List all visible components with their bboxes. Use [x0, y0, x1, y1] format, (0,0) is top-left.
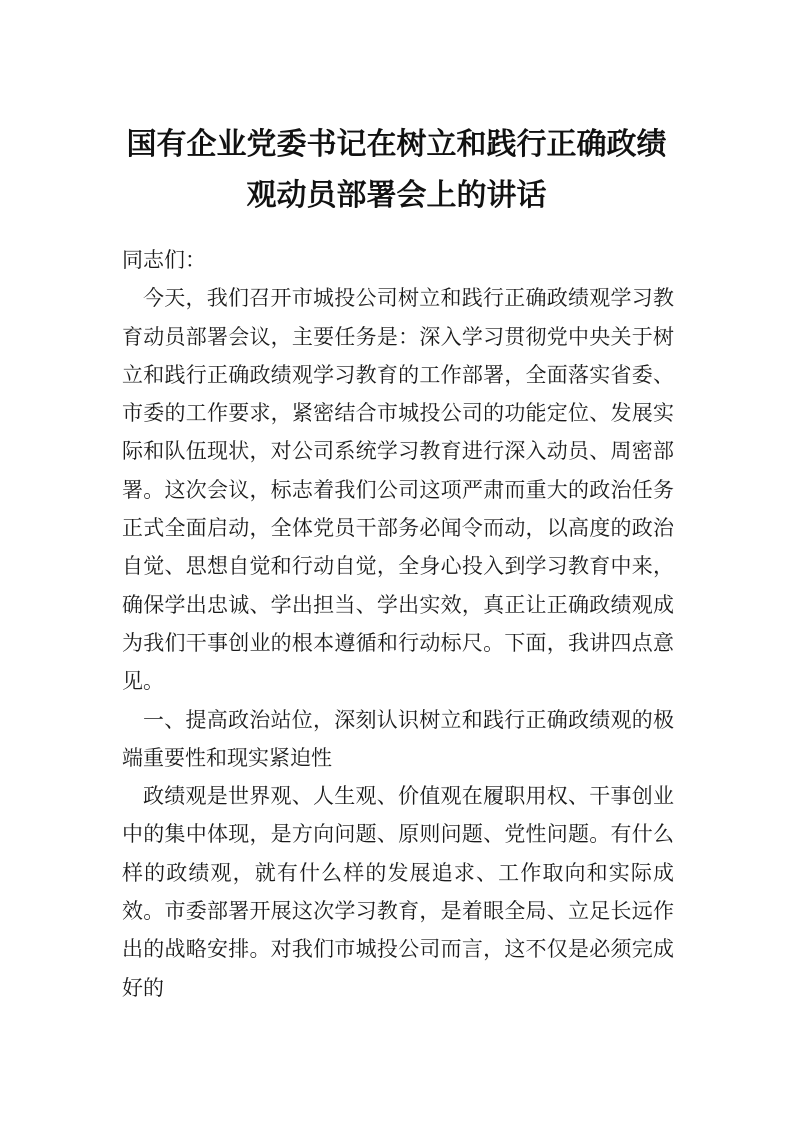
paragraph-section-1: 政绩观是世界观、人生观、价值观在履职用权、干事创业中的集中体现，是方向问题、原则问题、党性问题。有什么样的政绩观，就有什么样的发展追求、工作取向和实际成效。市委部署开展这次学习教育，是着眼全局、立足长远作出的战略安排。对我们市城投公司而言，这不仅是必须完成好的: [122, 784, 674, 1000]
salutation: 同志们：: [122, 248, 206, 272]
section-heading-1: 一、提高政治站位，深刻认识树立和践行正确政绩观的极端重要性和现实紧迫性: [122, 707, 674, 770]
document-title-line-1: 国有企业党委书记在树立和践行正确政绩: [126, 127, 667, 162]
paragraph-opening: 今天，我们召开市城投公司树立和践行正确政绩观学习教育动员部署会议，主要任务是：深入学习贯彻党中央关于树立和践行正确政绩观学习教育的工作部署，全面落实省委、市委的工作要求，紧密结合市城投公司的功能定位、发展实际和队伍现状，对公司系统学习教育进行深入动员、周密部署。这次会议，标志着我们公司这项严肃而重大的政治任务正式全面启动，全体党员干部务必闻令而动，以高度的政治自觉、思想自觉和行动自觉，全身心投入到学习教育中来，确保学出忠诚、学出担当、学出实效，真正让正确政绩观成为我们干事创业的根本遵循和行动标尺。下面，我讲四点意见。: [122, 286, 674, 694]
document-body: [122, 241, 674, 1007]
document-title-line-2: 观动员部署会上的讲话: [246, 178, 547, 213]
